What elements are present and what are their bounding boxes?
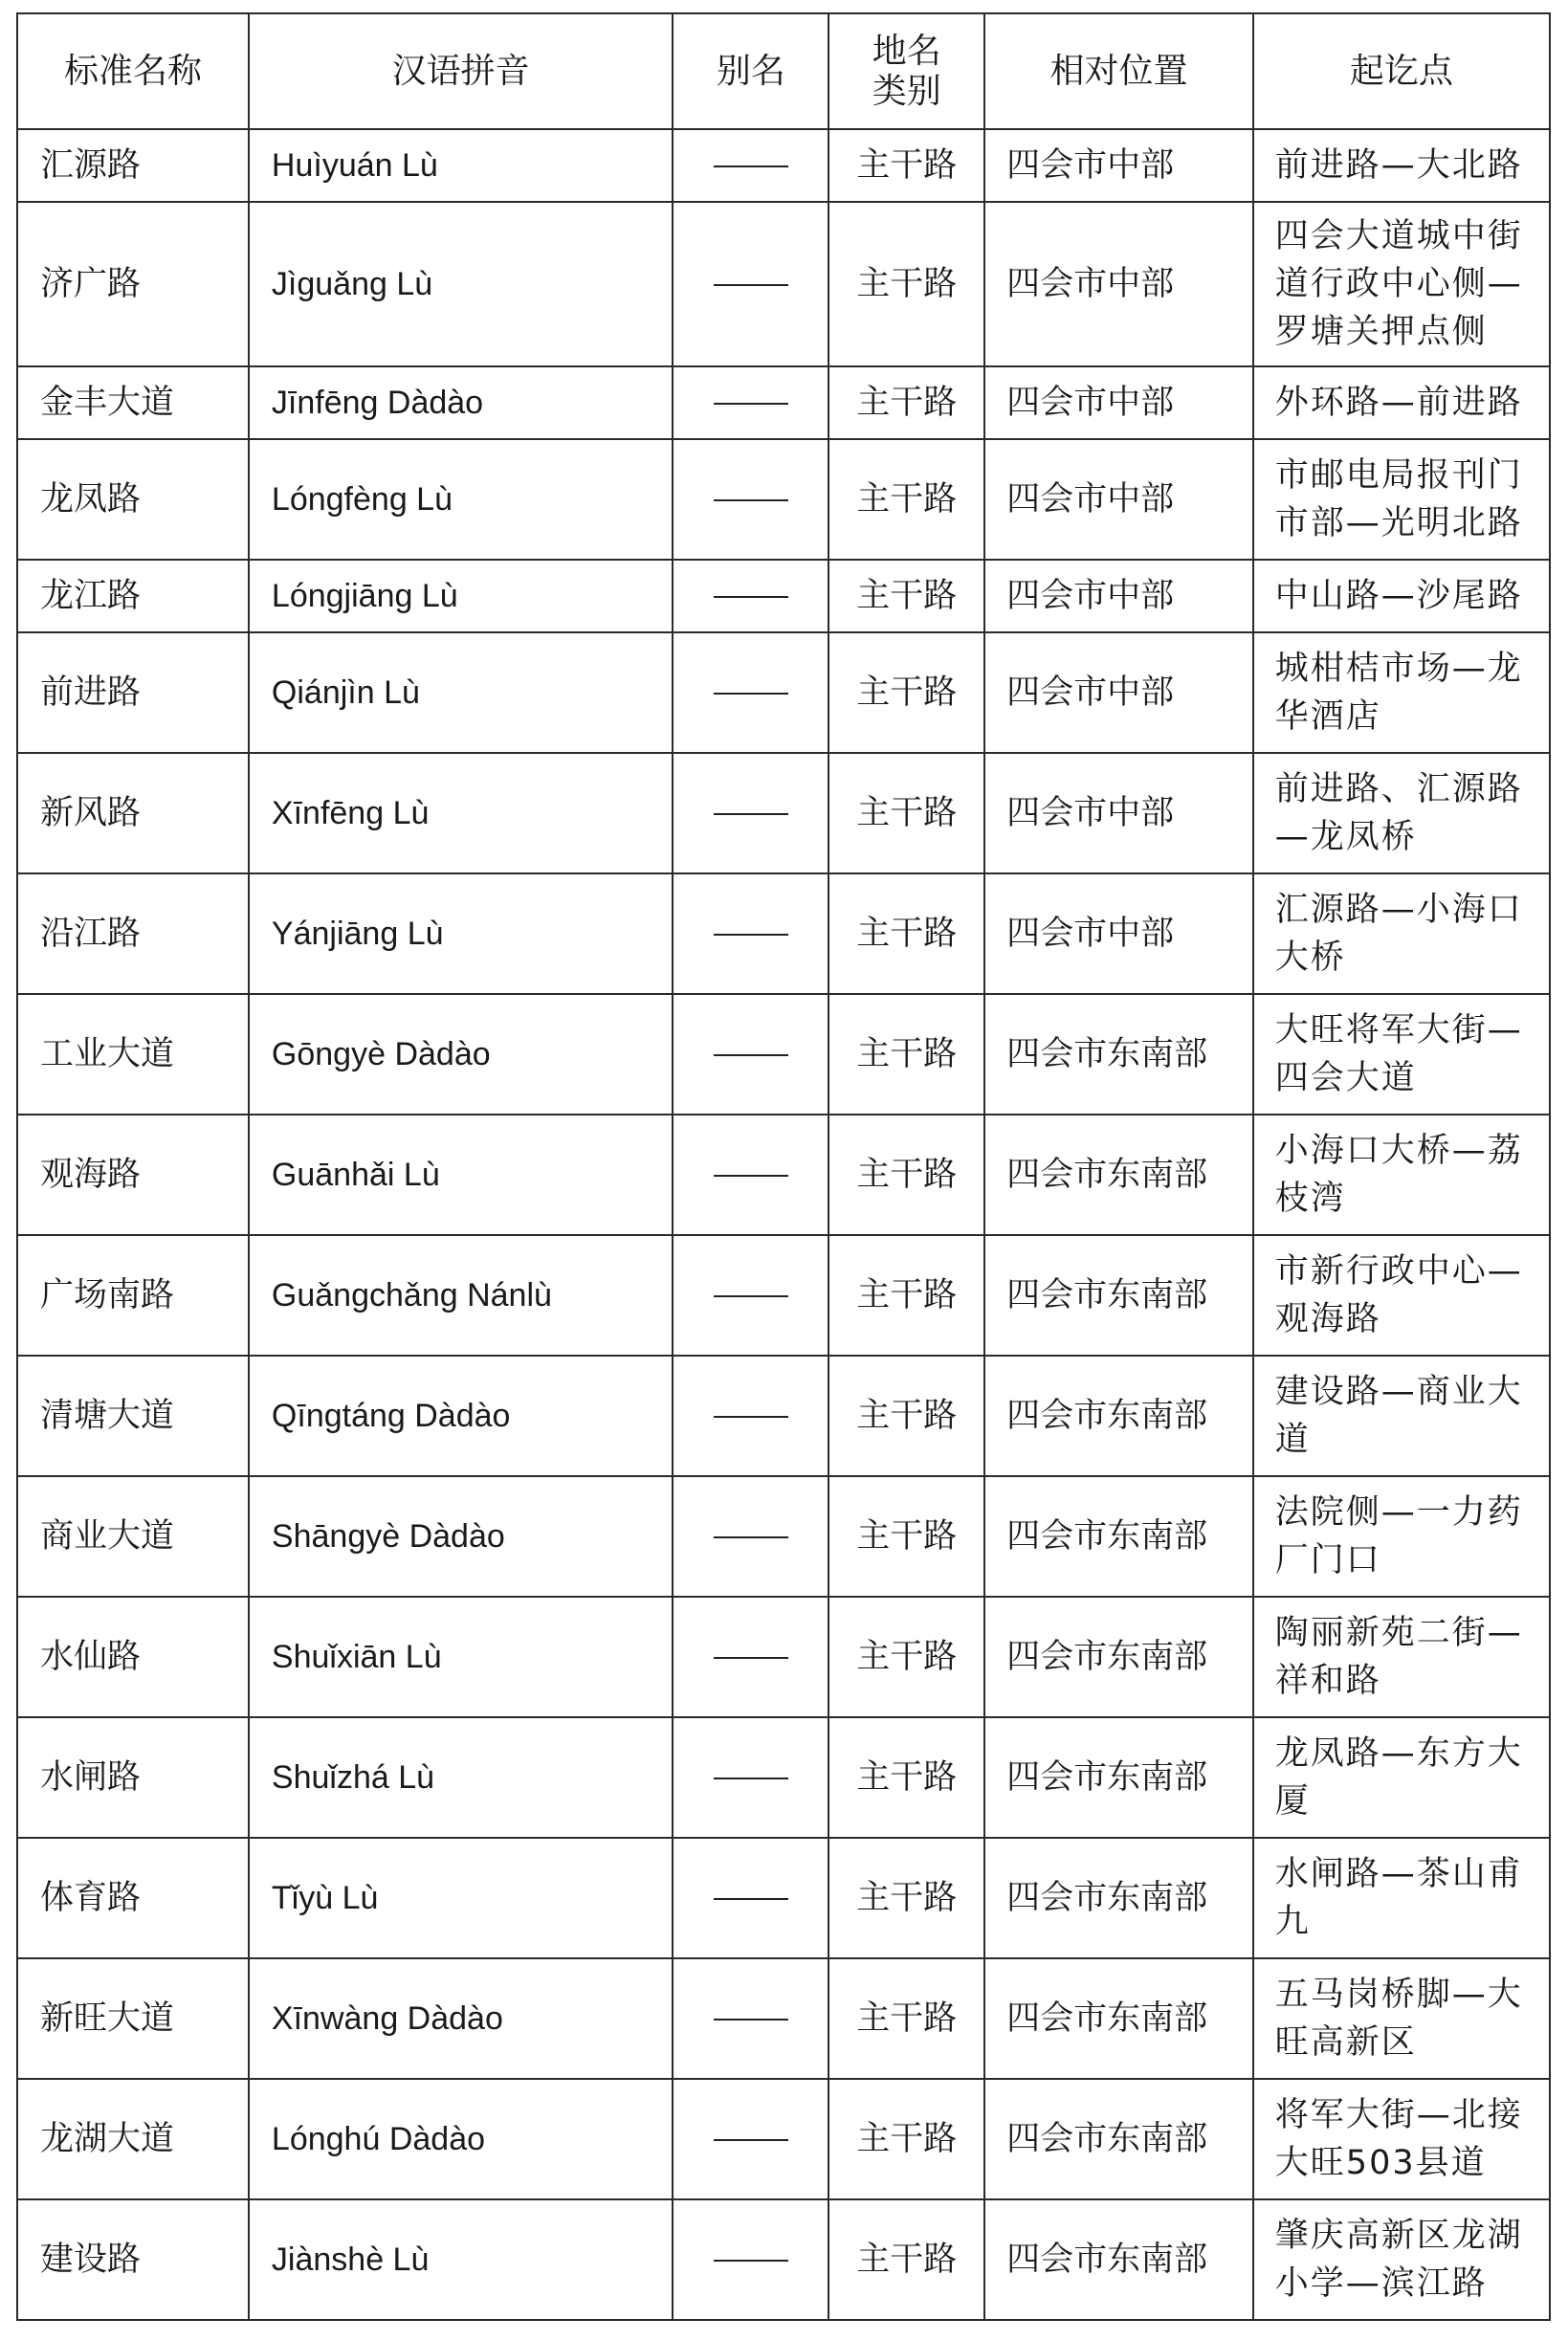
cell-start-end-points: 大旺将军大街—四会大道 (1253, 994, 1550, 1115)
table-row (17, 632, 1550, 753)
cell-relative-position: 四会市东南部 (984, 1838, 1253, 1958)
cell-category: 主干路 (828, 366, 984, 439)
empty-alias-dash (714, 1175, 788, 1177)
cell-category: 主干路 (828, 202, 984, 366)
table-row (17, 994, 1550, 1115)
cell-standard-name: 前进路 (17, 632, 249, 753)
place-name-table-wrapper (16, 12, 1551, 2321)
empty-alias-dash (714, 1898, 788, 1900)
cell-pinyin: Xīnwàng Dàdào (249, 1958, 674, 2079)
cell-pinyin: Xīnfēng Lù (249, 753, 674, 873)
cell-pinyin: Gōngyè Dàdào (249, 994, 674, 1115)
cell-standard-name: 济广路 (17, 202, 249, 366)
cell-standard-name: 商业大道 (17, 1476, 249, 1597)
header-alias: 别名 (673, 13, 828, 129)
cell-standard-name: 建设路 (17, 2199, 249, 2320)
cell-start-end-points: 水闸路—茶山甫九 (1253, 1838, 1550, 1958)
cell-start-end-points: 中山路—沙尾路 (1253, 560, 1550, 632)
table-body (17, 129, 1550, 2320)
cell-pinyin: Qīngtáng Dàdào (249, 1356, 674, 1476)
empty-alias-dash (714, 499, 788, 501)
cell-alias (673, 1838, 828, 1958)
cell-start-end-points: 市邮电局报刊门市部—光明北路 (1253, 439, 1550, 560)
place-name-table (16, 12, 1551, 2321)
cell-standard-name: 龙江路 (17, 560, 249, 632)
cell-category: 主干路 (828, 1597, 984, 1717)
cell-category: 主干路 (828, 560, 984, 632)
empty-alias-dash (714, 1778, 788, 1779)
cell-start-end-points: 四会大道城中街道行政中心侧—罗塘关押点侧 (1253, 202, 1550, 366)
cell-standard-name: 金丰大道 (17, 366, 249, 439)
cell-alias (673, 1958, 828, 2079)
cell-alias (673, 873, 828, 994)
cell-standard-name: 新风路 (17, 753, 249, 873)
cell-standard-name: 水闸路 (17, 1717, 249, 1838)
table-row (17, 1838, 1550, 1958)
table-row (17, 366, 1550, 439)
cell-start-end-points: 小海口大桥—荔枝湾 (1253, 1115, 1550, 1235)
cell-alias (673, 1115, 828, 1235)
cell-category: 主干路 (828, 1476, 984, 1597)
cell-relative-position: 四会市中部 (984, 202, 1253, 366)
cell-pinyin: Lóngjiāng Lù (249, 560, 674, 632)
cell-relative-position: 四会市东南部 (984, 1597, 1253, 1717)
cell-pinyin: Jīnfēng Dàdào (249, 366, 674, 439)
empty-alias-dash (714, 1416, 788, 1418)
empty-alias-dash (714, 166, 788, 167)
cell-category: 主干路 (828, 1115, 984, 1235)
cell-alias (673, 1717, 828, 1838)
cell-category: 主干路 (828, 632, 984, 753)
cell-pinyin: Shuǐzhá Lù (249, 1717, 674, 1838)
cell-relative-position: 四会市中部 (984, 632, 1253, 753)
cell-relative-position: 四会市东南部 (984, 2199, 1253, 2320)
cell-category: 主干路 (828, 1958, 984, 2079)
cell-relative-position: 四会市东南部 (984, 994, 1253, 1115)
cell-category: 主干路 (828, 753, 984, 873)
cell-relative-position: 四会市中部 (984, 873, 1253, 994)
table-row (17, 1717, 1550, 1838)
table-row (17, 1476, 1550, 1597)
table-row (17, 753, 1550, 873)
cell-pinyin: Guǎngchǎng Nánlù (249, 1235, 674, 1356)
cell-alias (673, 366, 828, 439)
cell-start-end-points: 法院侧—一力药厂门口 (1253, 1476, 1550, 1597)
table-row (17, 1597, 1550, 1717)
cell-category: 主干路 (828, 1356, 984, 1476)
cell-standard-name: 清塘大道 (17, 1356, 249, 1476)
cell-standard-name: 水仙路 (17, 1597, 249, 1717)
table-row (17, 873, 1550, 994)
cell-alias (673, 632, 828, 753)
empty-alias-dash (714, 403, 788, 405)
cell-category: 主干路 (828, 2079, 984, 2199)
cell-start-end-points: 建设路—商业大道 (1253, 1356, 1550, 1476)
empty-alias-dash (714, 1536, 788, 1538)
header-position: 相对位置 (984, 13, 1253, 129)
cell-relative-position: 四会市东南部 (984, 1717, 1253, 1838)
cell-alias (673, 202, 828, 366)
cell-relative-position: 四会市中部 (984, 129, 1253, 202)
cell-alias (673, 2199, 828, 2320)
cell-pinyin: Lóngfèng Lù (249, 439, 674, 560)
cell-alias (673, 1235, 828, 1356)
header-range: 起讫点 (1253, 13, 1550, 129)
empty-alias-dash (714, 1657, 788, 1659)
cell-start-end-points: 五马岗桥脚—大旺高新区 (1253, 1958, 1550, 2079)
cell-category: 主干路 (828, 1717, 984, 1838)
table-row (17, 1115, 1550, 1235)
cell-relative-position: 四会市中部 (984, 439, 1253, 560)
cell-alias (673, 1597, 828, 1717)
cell-start-end-points: 肇庆高新区龙湖小学—滨江路 (1253, 2199, 1550, 2320)
cell-relative-position: 四会市东南部 (984, 2079, 1253, 2199)
cell-pinyin: Jìguǎng Lù (249, 202, 674, 366)
empty-alias-dash (714, 2019, 788, 2021)
cell-pinyin: Lónghú Dàdào (249, 2079, 674, 2199)
table-header-row (17, 13, 1550, 129)
table-row (17, 202, 1550, 366)
cell-relative-position: 四会市东南部 (984, 1958, 1253, 2079)
cell-pinyin: Shāngyè Dàdào (249, 1476, 674, 1597)
empty-alias-dash (714, 693, 788, 695)
cell-standard-name: 龙湖大道 (17, 2079, 249, 2199)
cell-standard-name: 工业大道 (17, 994, 249, 1115)
cell-relative-position: 四会市中部 (984, 560, 1253, 632)
cell-standard-name: 观海路 (17, 1115, 249, 1235)
empty-alias-dash (714, 284, 788, 286)
table-row (17, 2199, 1550, 2320)
header-category (828, 13, 984, 129)
cell-standard-name: 广场南路 (17, 1235, 249, 1356)
table-row (17, 560, 1550, 632)
table-row (17, 129, 1550, 202)
cell-relative-position: 四会市东南部 (984, 1115, 1253, 1235)
cell-start-end-points: 陶丽新苑二街—祥和路 (1253, 1597, 1550, 1717)
empty-alias-dash (714, 813, 788, 815)
cell-pinyin: Qiánjìn Lù (249, 632, 674, 753)
cell-standard-name: 新旺大道 (17, 1958, 249, 2079)
cell-relative-position: 四会市东南部 (984, 1476, 1253, 1597)
empty-alias-dash (714, 1054, 788, 1056)
cell-start-end-points: 汇源路—小海口大桥 (1253, 873, 1550, 994)
cell-category: 主干路 (828, 873, 984, 994)
table-row (17, 1958, 1550, 2079)
cell-standard-name: 汇源路 (17, 129, 249, 202)
cell-standard-name: 体育路 (17, 1838, 249, 1958)
cell-pinyin: Yánjiāng Lù (249, 873, 674, 994)
header-pinyin: 汉语拼音 (249, 13, 674, 129)
cell-relative-position: 四会市中部 (984, 366, 1253, 439)
cell-category: 主干路 (828, 994, 984, 1115)
cell-pinyin: Jiànshè Lù (249, 2199, 674, 2320)
cell-start-end-points: 龙凤路—东方大厦 (1253, 1717, 1550, 1838)
cell-category: 主干路 (828, 129, 984, 202)
cell-relative-position: 四会市东南部 (984, 1356, 1253, 1476)
cell-category: 主干路 (828, 439, 984, 560)
header-name: 标准名称 (17, 13, 249, 129)
empty-alias-dash (714, 934, 788, 936)
cell-alias (673, 560, 828, 632)
cell-pinyin: Tǐyù Lù (249, 1838, 674, 1958)
cell-alias (673, 994, 828, 1115)
cell-category: 主干路 (828, 1838, 984, 1958)
cell-start-end-points: 前进路—大北路 (1253, 129, 1550, 202)
cell-category: 主干路 (828, 1235, 984, 1356)
cell-pinyin: Guānhǎi Lù (249, 1115, 674, 1235)
cell-alias (673, 1476, 828, 1597)
cell-pinyin: Huìyuán Lù (249, 129, 674, 202)
cell-relative-position: 四会市东南部 (984, 1235, 1253, 1356)
cell-start-end-points: 前进路、汇源路—龙凤桥 (1253, 753, 1550, 873)
empty-alias-dash (714, 596, 788, 598)
empty-alias-dash (714, 2139, 788, 2141)
cell-relative-position: 四会市中部 (984, 753, 1253, 873)
cell-alias (673, 439, 828, 560)
cell-category: 主干路 (828, 2199, 984, 2320)
empty-alias-dash (714, 1295, 788, 1297)
cell-start-end-points: 城柑桔市场—龙华酒店 (1253, 632, 1550, 753)
cell-start-end-points: 市新行政中心—观海路 (1253, 1235, 1550, 1356)
table-row (17, 2079, 1550, 2199)
table-row (17, 1235, 1550, 1356)
cell-pinyin: Shuǐxiān Lù (249, 1597, 674, 1717)
cell-start-end-points: 将军大街—北接大旺503县道 (1253, 2079, 1550, 2199)
empty-alias-dash (714, 2260, 788, 2262)
cell-standard-name: 龙凤路 (17, 439, 249, 560)
table-row (17, 1356, 1550, 1476)
header-category-text: 地名 类别 (872, 31, 941, 111)
cell-alias (673, 2079, 828, 2199)
cell-standard-name: 沿江路 (17, 873, 249, 994)
table-row (17, 439, 1550, 560)
cell-alias (673, 1356, 828, 1476)
cell-alias (673, 129, 828, 202)
cell-alias (673, 753, 828, 873)
cell-start-end-points: 外环路—前进路 (1253, 366, 1550, 439)
